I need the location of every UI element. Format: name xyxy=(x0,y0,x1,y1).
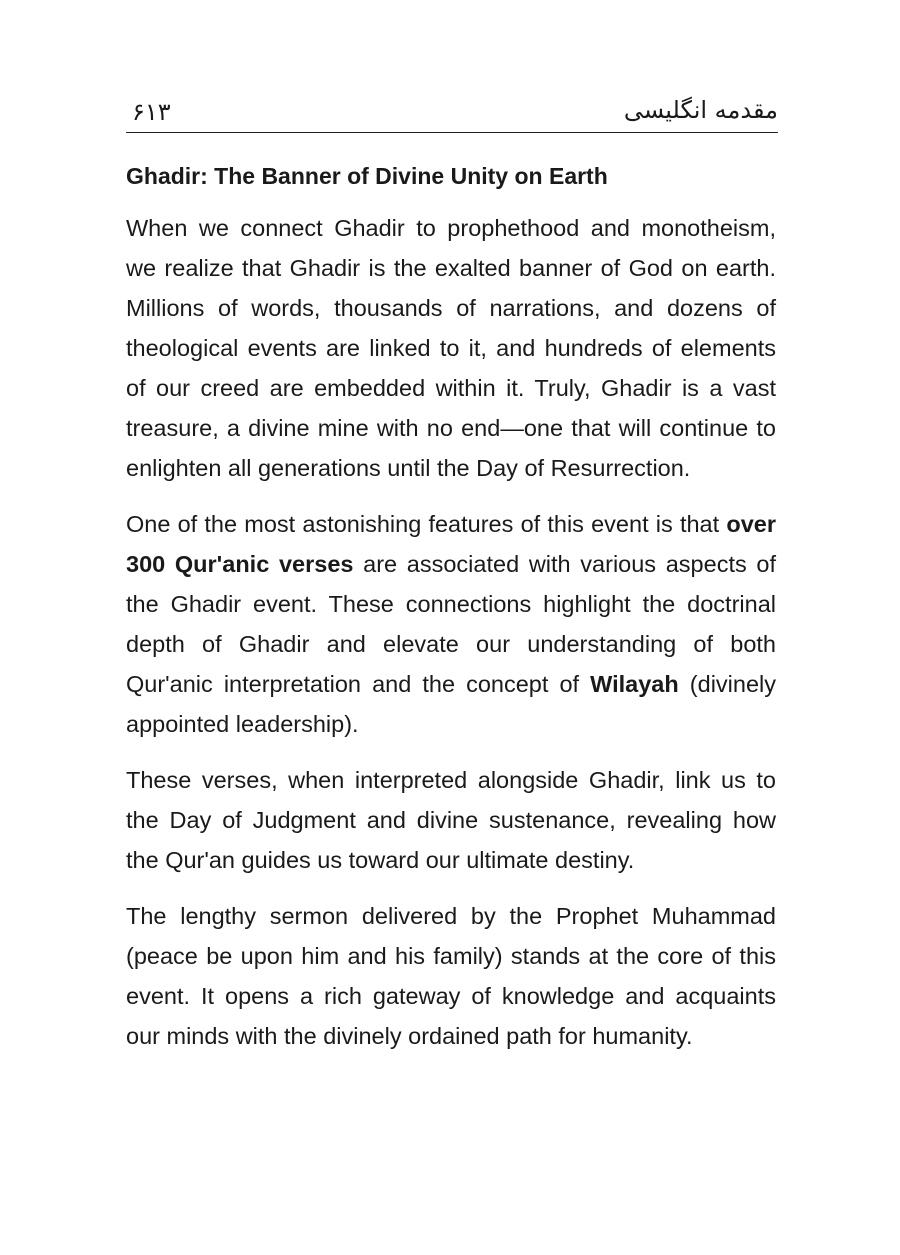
paragraph-3: These verses, when interpreted alongside Ghadir, link us to the Day of Judgment and divine sustenance, revealing how the Qur'an guides us toward our ultimate destiny. xyxy=(126,767,776,873)
paragraph-2 xyxy=(126,504,776,744)
page-content xyxy=(126,156,776,1072)
paragraph-2-text-c: (divinely appointed leadership). xyxy=(126,671,776,737)
paragraph-2-text-b: are associated with various aspects of the Ghadir event. These connections highlight the doctrinal depth of Ghadir and elevate our understanding of both Qur'anic interpretation and the concept of xyxy=(126,551,777,697)
paragraph-1: When we connect Ghadir to prophethood and monotheism, we realize that Ghadir is the exalted banner of God on earth. Millions of words, thousands of narrations, and dozens of theological events are linked to it, and hundreds of elements of our creed are embedded within it. Truly, Ghadir is a vast treasure, a divine mine with no end—one that will continue to enlighten all generations until the Day of Resurrection. xyxy=(126,215,776,481)
paragraph-2-text-a: One of the most astonishing features of this event is that xyxy=(126,511,727,537)
page-number: ۶۱۳ xyxy=(132,98,171,126)
bold-wilayah: Wilayah xyxy=(590,671,679,697)
paragraph-4: The lengthy sermon delivered by the Prophet Muhammad (peace be upon him and his family) stands at the core of this event. It opens a rich gateway of knowledge and acquaints our minds with the divinely ordained path for humanity. xyxy=(126,903,776,1049)
bold-verses-count: over 300 Qur'anic verses xyxy=(126,511,776,577)
running-title: مقدمه انگلیسی xyxy=(623,96,778,124)
page-header xyxy=(126,96,778,133)
section-heading: Ghadir: The Banner of Divine Unity on Earth xyxy=(126,163,608,189)
